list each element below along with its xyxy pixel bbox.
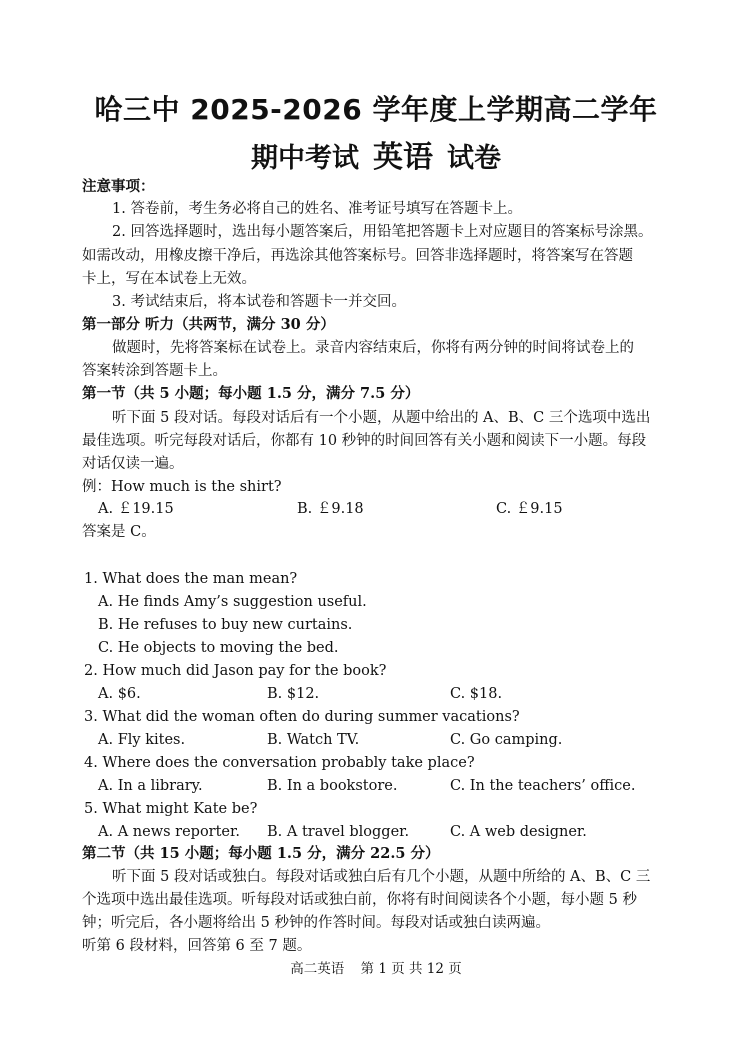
footer-page-number: 第 1 页 共 12 页: [360, 961, 462, 977]
notes-item-2-end: 卡上，写在本试卷上无效。: [82, 271, 256, 287]
question-4-option-a: A. In a library.: [98, 778, 203, 794]
question-2: 2. How much did Jason pay for the book?: [84, 663, 387, 679]
example-question: 例：How much is the shirt?: [82, 479, 282, 495]
section1-intro: 听下面 5 段对话。每段对话后有一个小题，从题中给出的 A、B、C 三个选项中选出: [112, 410, 651, 426]
notes-item-1: 1. 答卷前，考生务必将自己的姓名、准考证号填写在答题卡上。: [112, 201, 522, 217]
section1-intro-cont1: 最佳选项。听完每段对话后，你都有 10 秒钟的时间回答有关小题和阅读下一小题。每段: [82, 433, 647, 449]
section1-intro-cont2: 对话仅读一遍。: [82, 456, 184, 472]
example-option-c: C. ￡9.15: [496, 501, 563, 517]
exam-title-line1: 哈三中 2025-2026 学年度上学期高二学年: [94, 93, 658, 126]
example-answer: 答案是 C。: [82, 524, 156, 540]
notes-item-2: 2. 回答选择题时，选出每小题答案后，用铅笔把答题卡上对应题目的答案标号涂黑。: [112, 224, 653, 240]
section2-heading: 第二节（共 15 小题；每小题 1.5 分，满分 22.5 分）: [82, 845, 440, 862]
question-4-option-c: C. In the teachers’ office.: [450, 778, 636, 794]
title-prefix: 期中考试: [251, 143, 359, 174]
part1-heading: 第一部分 听力（共两节，满分 30 分）: [82, 316, 335, 333]
question-4: 4. Where does the conversation probably take place?: [84, 755, 475, 771]
question-2-option-c: C. $18.: [450, 686, 503, 702]
question-3-option-c: C. Go camping.: [450, 732, 563, 748]
section2-material: 听第 6 段材料，回答第 6 至 7 题。: [82, 938, 312, 954]
question-3-option-b: B. Watch TV.: [267, 732, 360, 748]
question-1: 1. What does the man mean?: [84, 571, 298, 587]
example-option-a: A. ￡19.15: [98, 501, 174, 517]
question-1-option-a: A. He finds Amy’s suggestion useful.: [98, 594, 367, 610]
question-5-option-a: A. A news reporter.: [98, 824, 240, 840]
title-subject: 英语: [373, 140, 433, 175]
question-3: 3. What did the woman often do during summer vacations?: [84, 709, 520, 725]
question-1-option-c: C. He objects to moving the bed.: [98, 640, 339, 656]
exam-title-line2: [0, 132, 752, 176]
part1-intro-cont: 答案转涂到答题卡上。: [82, 363, 227, 379]
question-3-option-a: A. Fly kites.: [98, 732, 186, 748]
question-2-option-b: B. $12.: [267, 686, 320, 702]
question-5-option-b: B. A travel blogger.: [267, 824, 410, 840]
example-option-b: B. ￡9.18: [297, 501, 364, 517]
question-4-option-b: B. In a bookstore.: [267, 778, 398, 794]
section2-intro-cont1: 个选项中选出最佳选项。听每段对话或独白前，你将有时间阅读各个小题，每小题 5 秒: [82, 892, 637, 908]
question-1-option-b: B. He refuses to buy new curtains.: [98, 617, 353, 633]
question-5-option-c: C. A web designer.: [450, 824, 587, 840]
section2-intro: 听下面 5 段对话或独白。每段对话或独白后有几个小题，从题中所给的 A、B、C 三: [112, 869, 651, 885]
section1-heading: 第一节（共 5 小题；每小题 1.5 分，满分 7.5 分）: [82, 385, 420, 402]
notes-item-3: 3. 考试结束后，将本试卷和答题卡一并交回。: [112, 294, 406, 310]
section2-intro-cont2: 钟；听完后，各小题将给出 5 秒钟的作答时间。每段对话或独白读两遍。: [82, 915, 550, 931]
title-suffix: 试卷: [447, 143, 501, 174]
question-5: 5. What might Kate be?: [84, 801, 258, 817]
footer-subject: 高二英语: [290, 961, 345, 977]
notes-heading: 注意事项：: [82, 178, 155, 195]
notes-item-2-cont: 如需改动，用橡皮擦干净后，再选涂其他答案标号。回答非选择题时，将答案写在答题: [82, 248, 633, 264]
page-footer: [0, 957, 752, 977]
part1-intro: 做题时，先将答案标在试卷上。录音内容结束后，你将有两分钟的时间将试卷上的: [112, 340, 634, 356]
question-2-option-a: A. $6.: [98, 686, 141, 702]
